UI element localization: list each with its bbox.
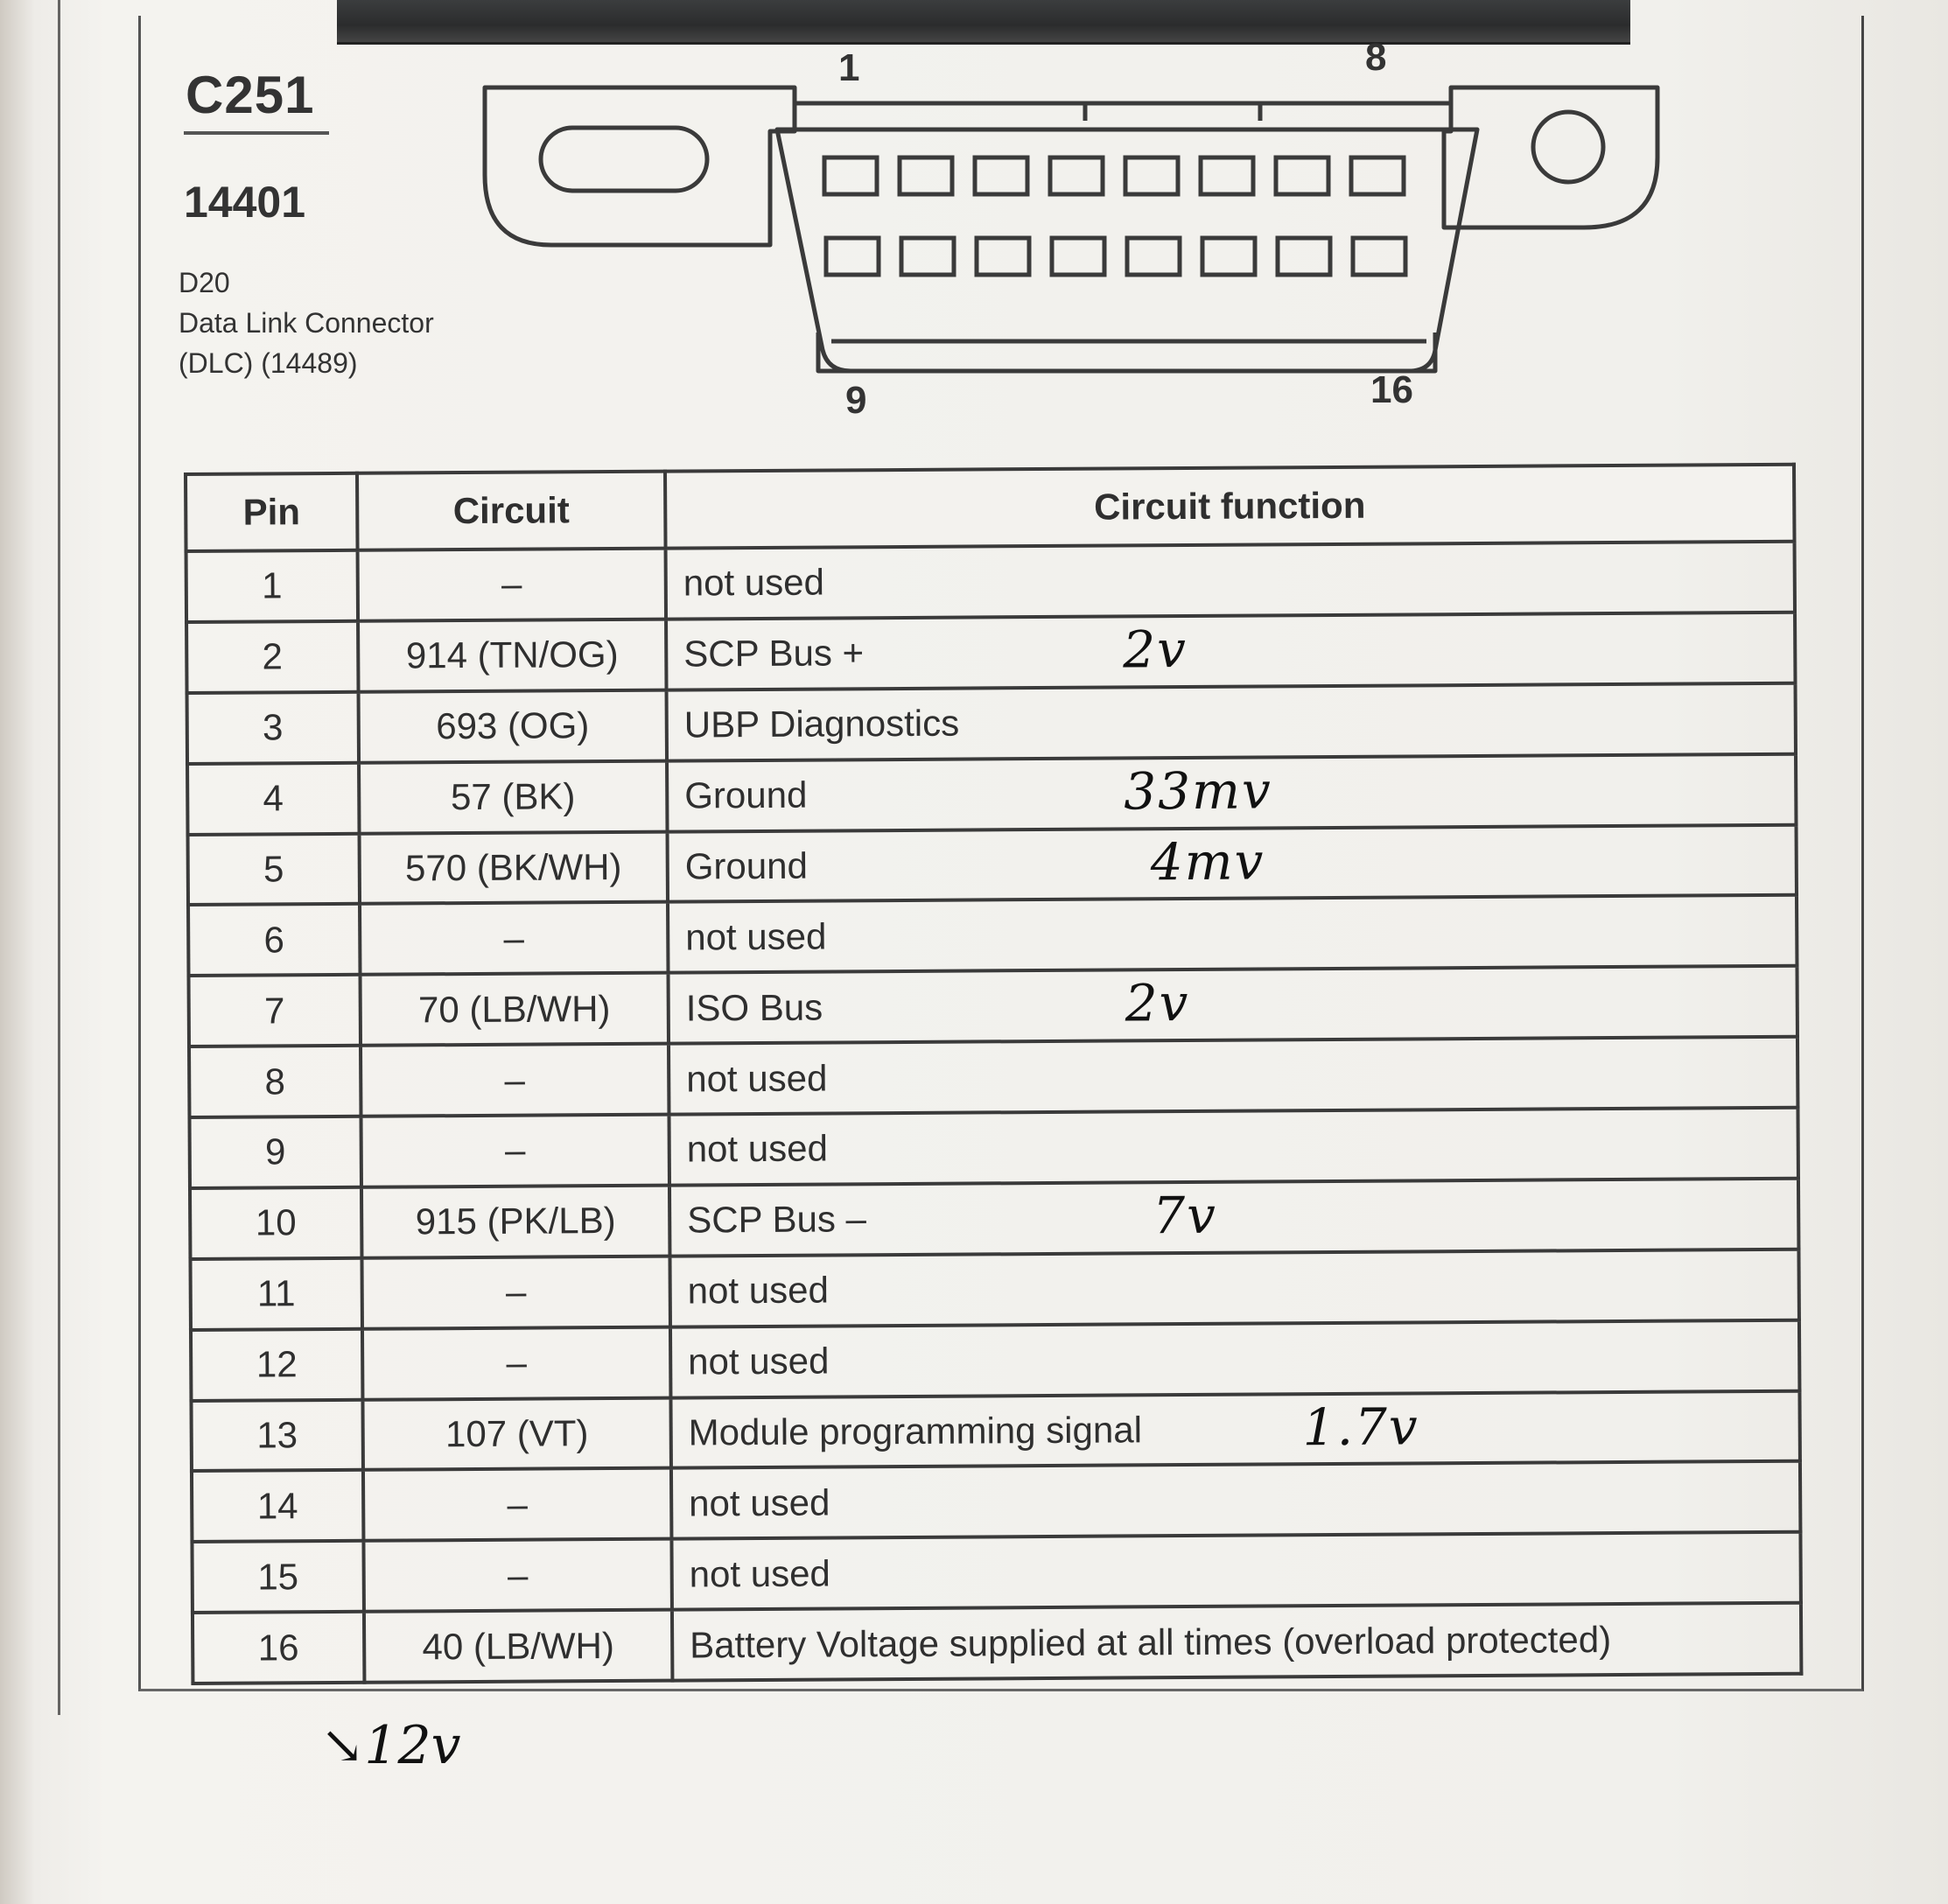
- cell-pin: 11: [190, 1258, 361, 1330]
- table-row: [189, 966, 1797, 1046]
- cell-circuit: –: [362, 1326, 670, 1399]
- cell-circuit: 70 (LB/WH): [361, 973, 669, 1046]
- cell-pin: 1: [186, 550, 358, 622]
- table-row: [191, 1320, 1799, 1400]
- pin-9-socket: [826, 238, 879, 275]
- pin-4-socket: [1050, 158, 1103, 194]
- table-row: [190, 1179, 1798, 1259]
- page-edge-line: [58, 0, 60, 1715]
- function-text: Battery Voltage supplied at all times (overload protected): [690, 1618, 1612, 1666]
- table-row: [190, 1249, 1798, 1329]
- cell-pin: 14: [192, 1470, 363, 1542]
- pin-label-16: 16: [1370, 368, 1413, 411]
- cell-pin: 4: [187, 762, 359, 834]
- function-text: not used: [686, 1127, 829, 1170]
- function-text: UBP Diagnostics: [683, 702, 960, 746]
- cell-circuit: –: [361, 1115, 669, 1187]
- cell-function: [668, 824, 1797, 902]
- header-function: Circuit function: [665, 465, 1795, 549]
- cell-circuit: 107 (VT): [362, 1397, 670, 1470]
- cell-function: [669, 1179, 1798, 1256]
- function-text: not used: [685, 915, 827, 958]
- cell-pin: 6: [188, 904, 360, 976]
- cell-pin: 10: [190, 1187, 361, 1259]
- cell-pin: 9: [190, 1116, 361, 1188]
- cell-pin: 5: [188, 833, 360, 905]
- table-row: [188, 824, 1797, 905]
- cell-function: [670, 1320, 1799, 1397]
- function-text: Module programming signal: [688, 1409, 1143, 1453]
- table-row: [186, 542, 1795, 622]
- cell-pin: 16: [193, 1612, 364, 1684]
- function-text: Ground: [684, 774, 808, 816]
- cell-function: [670, 1390, 1799, 1468]
- cell-circuit: 570 (BK/WH): [360, 831, 668, 904]
- desc-line-1: D20: [179, 267, 230, 298]
- cell-circuit: –: [358, 549, 666, 621]
- table-row: [189, 1037, 1797, 1117]
- left-mount-ear: [485, 88, 795, 245]
- cell-circuit: 915 (PK/LB): [361, 1186, 669, 1258]
- handwritten-battery-note: ↘12v: [320, 1715, 461, 1776]
- table-row: [192, 1532, 1800, 1613]
- handwritten-voltage-note: 7v: [1153, 1185, 1218, 1246]
- cell-circuit: 57 (BK): [359, 760, 667, 833]
- pin-14-socket: [1202, 238, 1255, 275]
- cell-pin: 2: [186, 621, 358, 693]
- pin-16-socket: [1353, 238, 1405, 275]
- cell-circuit: 914 (TN/OG): [358, 620, 666, 692]
- pin-10-socket: [901, 238, 954, 275]
- function-text: ISO Bus: [685, 986, 823, 1029]
- cell-pin: 7: [189, 975, 361, 1046]
- right-mount-ear: [1444, 88, 1657, 228]
- top-ridge: [795, 103, 1451, 130]
- cell-function: [666, 542, 1795, 620]
- function-text: not used: [683, 561, 825, 604]
- pin-2-socket: [900, 158, 952, 194]
- pin-label-9: 9: [845, 379, 867, 420]
- pin-5-socket: [1125, 158, 1178, 194]
- handwritten-voltage-note: 2v: [1125, 973, 1190, 1033]
- pin-rows: [186, 542, 1802, 1684]
- pin-15-socket: [1278, 238, 1330, 275]
- handwritten-voltage-note: 1.7v: [1302, 1396, 1419, 1457]
- table-row: [191, 1390, 1799, 1471]
- function-text: SCP Bus –: [687, 1198, 867, 1241]
- header-circuit: Circuit: [357, 472, 666, 550]
- title-underline: [184, 131, 329, 135]
- cell-function: [667, 753, 1796, 831]
- function-text: SCP Bus +: [683, 632, 865, 675]
- cell-circuit: –: [363, 1539, 671, 1612]
- pin-label-8: 8: [1365, 36, 1387, 79]
- cell-circuit: –: [363, 1468, 671, 1541]
- table-row: [188, 895, 1797, 976]
- cell-function: [669, 1037, 1797, 1115]
- cell-pin: 15: [192, 1541, 363, 1613]
- function-text: not used: [688, 1340, 830, 1382]
- function-text: not used: [687, 1269, 830, 1312]
- cell-pin: 8: [189, 1046, 361, 1117]
- cell-circuit: 693 (OG): [359, 690, 667, 762]
- table-row: [187, 753, 1796, 834]
- connector-code: C251: [186, 66, 315, 124]
- pin-3-socket: [975, 158, 1027, 194]
- pin-label-1: 1: [838, 46, 860, 89]
- pin-function-table: [184, 463, 1803, 1685]
- pin-8-socket: [1351, 158, 1404, 194]
- cell-function: [671, 1532, 1800, 1610]
- desc-line-3: (DLC) (14489): [179, 347, 358, 379]
- function-text: not used: [689, 1481, 830, 1524]
- connector-base: [818, 332, 1435, 371]
- table-row: [186, 612, 1795, 693]
- header-pin: Pin: [186, 473, 358, 551]
- function-text: not used: [689, 1552, 830, 1595]
- cell-circuit: 40 (LB/WH): [364, 1610, 672, 1683]
- cell-pin: 13: [191, 1399, 362, 1471]
- cell-function: [669, 966, 1797, 1044]
- left-slot-hole: [541, 128, 707, 191]
- cell-function: [669, 1108, 1797, 1186]
- pin-11-socket: [977, 238, 1029, 275]
- table-row: [193, 1603, 1801, 1684]
- cell-circuit: –: [360, 902, 668, 975]
- cell-function: [672, 1603, 1801, 1681]
- pin-7-socket: [1276, 158, 1328, 194]
- part-number: 14401: [184, 178, 306, 227]
- cell-pin: 12: [191, 1328, 362, 1400]
- cell-function: [667, 683, 1796, 761]
- dlc-connector-diagram: [473, 35, 1671, 420]
- function-text: Ground: [684, 844, 808, 887]
- cell-function: [668, 895, 1797, 973]
- pin-1-socket: [824, 158, 877, 194]
- cell-function: [671, 1461, 1800, 1539]
- table-header-row: [186, 465, 1795, 551]
- cell-function: [666, 612, 1795, 690]
- table-row: [190, 1108, 1798, 1188]
- right-round-hole: [1533, 112, 1603, 182]
- pin-12-socket: [1052, 238, 1104, 275]
- handwritten-voltage-note: 4mv: [1150, 830, 1265, 892]
- cell-circuit: –: [361, 1044, 669, 1116]
- pin-6-socket: [1201, 158, 1253, 194]
- cell-pin: 3: [187, 692, 359, 764]
- cell-function: [669, 1249, 1798, 1326]
- function-text: not used: [686, 1057, 828, 1100]
- connector-description: [179, 262, 434, 383]
- table-row: [187, 683, 1796, 764]
- table-row: [192, 1461, 1800, 1542]
- pin-13-socket: [1127, 238, 1180, 275]
- cell-circuit: –: [361, 1256, 669, 1328]
- handwritten-voltage-note: 33mv: [1124, 760, 1273, 822]
- desc-line-2: Data Link Connector: [179, 307, 434, 339]
- handwritten-voltage-note: 2v: [1123, 619, 1188, 680]
